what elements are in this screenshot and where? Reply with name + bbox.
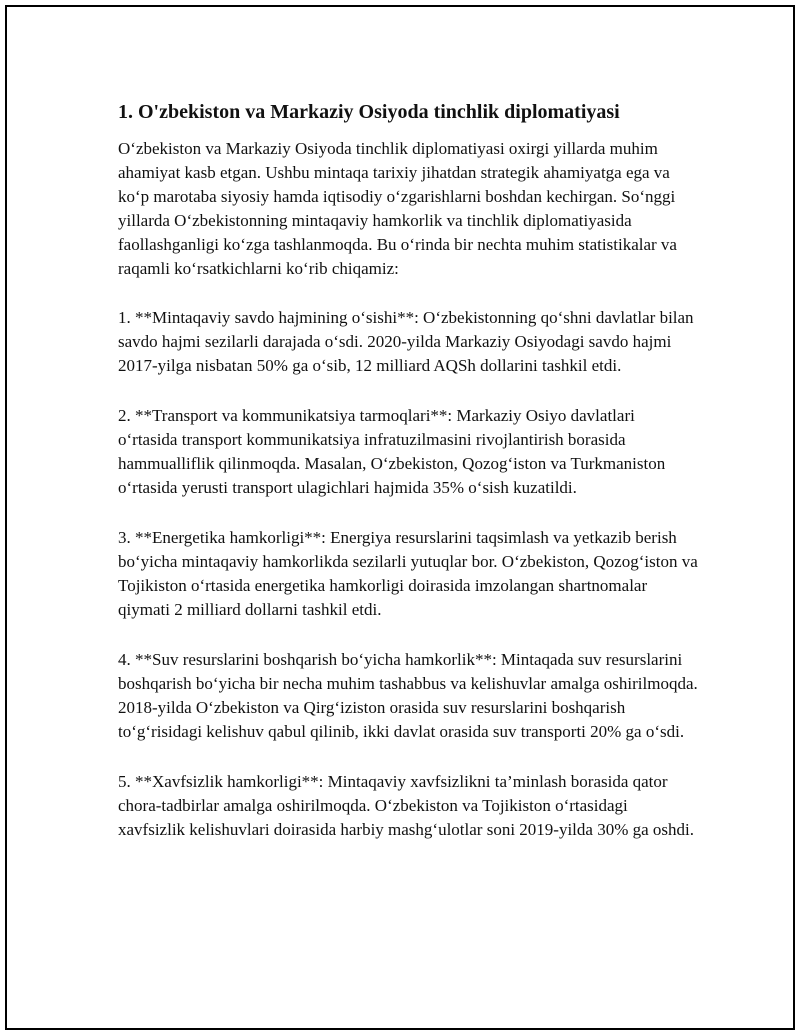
document-title: 1. O'zbekiston va Markaziy Osiyoda tinchlik diplomatiyasi: [118, 101, 620, 123]
document-body: [118, 99, 698, 868]
list-item: 3. **Energetika hamkorligi**: Energiya resurslarini taqsimlash va yetkazib berish bo‘yicha mintaqaviy hamkorlikda sezilarli yutuqlar bor. O‘zbekiston, Qozog‘iston va Tojikiston o‘rtasida energetika hamkorligi doirasida imzolangan shartnomalar qiymati 2 milliard dollarni tashkil etdi.: [118, 528, 698, 619]
list-item: 5. **Xavfsizlik hamkorligi**: Mintaqaviy xavfsizlikni ta’minlash borasida qator chora-tadbirlar amalga oshirilmoqda. O‘zbekiston va Tojikiston o‘rtasidagi xavfsizlik kelishuvlari doirasida harbiy mashg‘ulotlar soni 2019-yilda 30% ga oshdi.: [118, 772, 694, 839]
page-frame: [5, 5, 795, 1030]
list-item: 2. **Transport va kommunikatsiya tarmoqlari**: Markaziy Osiyo davlatlari o‘rtasida transport kommunikatsiya infratuzilmasini rivojlantirish borasida hammualliflik qilinmoqda. Masalan, O‘zbekiston, Qozog‘iston va Turkmaniston o‘rtasida yerusti transport ulagichlari hajmida 35% o‘sish kuzatildi.: [118, 406, 666, 497]
list-item: 1. **Mintaqaviy savdo hajmining o‘sishi**: O‘zbekistonning qo‘shni davlatlar bilan savdo hajmi sezilarli darajada o‘sdi. 2020-yilda Markaziy Osiyodagi savdo hajmi 2017-yilga nisbatan 50% ga o‘sib, 12 milliard AQSh dollarini tashkil etdi.: [118, 308, 694, 375]
list-item: 4. **Suv resurslarini boshqarish bo‘yicha hamkorlik**: Mintaqada suv resurslarini boshqarish bo‘yicha bir necha muhim tashabbus va kelishuvlar amalga oshirilmoqda. 2018-yilda O‘zbekiston va Qirg‘iziston orasida suv resurslarini boshqarish to‘g‘risidagi kelishuv qabul qilinib, ikki davlat orasida suv transporti 20% ga o‘sdi.: [118, 650, 698, 741]
intro-paragraph: O‘zbekiston va Markaziy Osiyoda tinchlik diplomatiyasi oxirgi yillarda muhim ahamiyat kasb etgan. Ushbu mintaqa tarixiy jihatdan strategik ahamiyatga ega va ko‘p marotaba siyosiy hamda iqtisodiy o‘zgarishlarni boshdan kechirgan. So‘nggi yillarda O‘zbekistonning mintaqaviy hamkorlik va tinchlik diplomatiyasida faollashganligi ko‘zga tashlanmoqda. Bu o‘rinda bir nechta muhim statistikalar va raqamli ko‘rsatkichlarni ko‘rib chiqamiz:: [118, 139, 677, 278]
